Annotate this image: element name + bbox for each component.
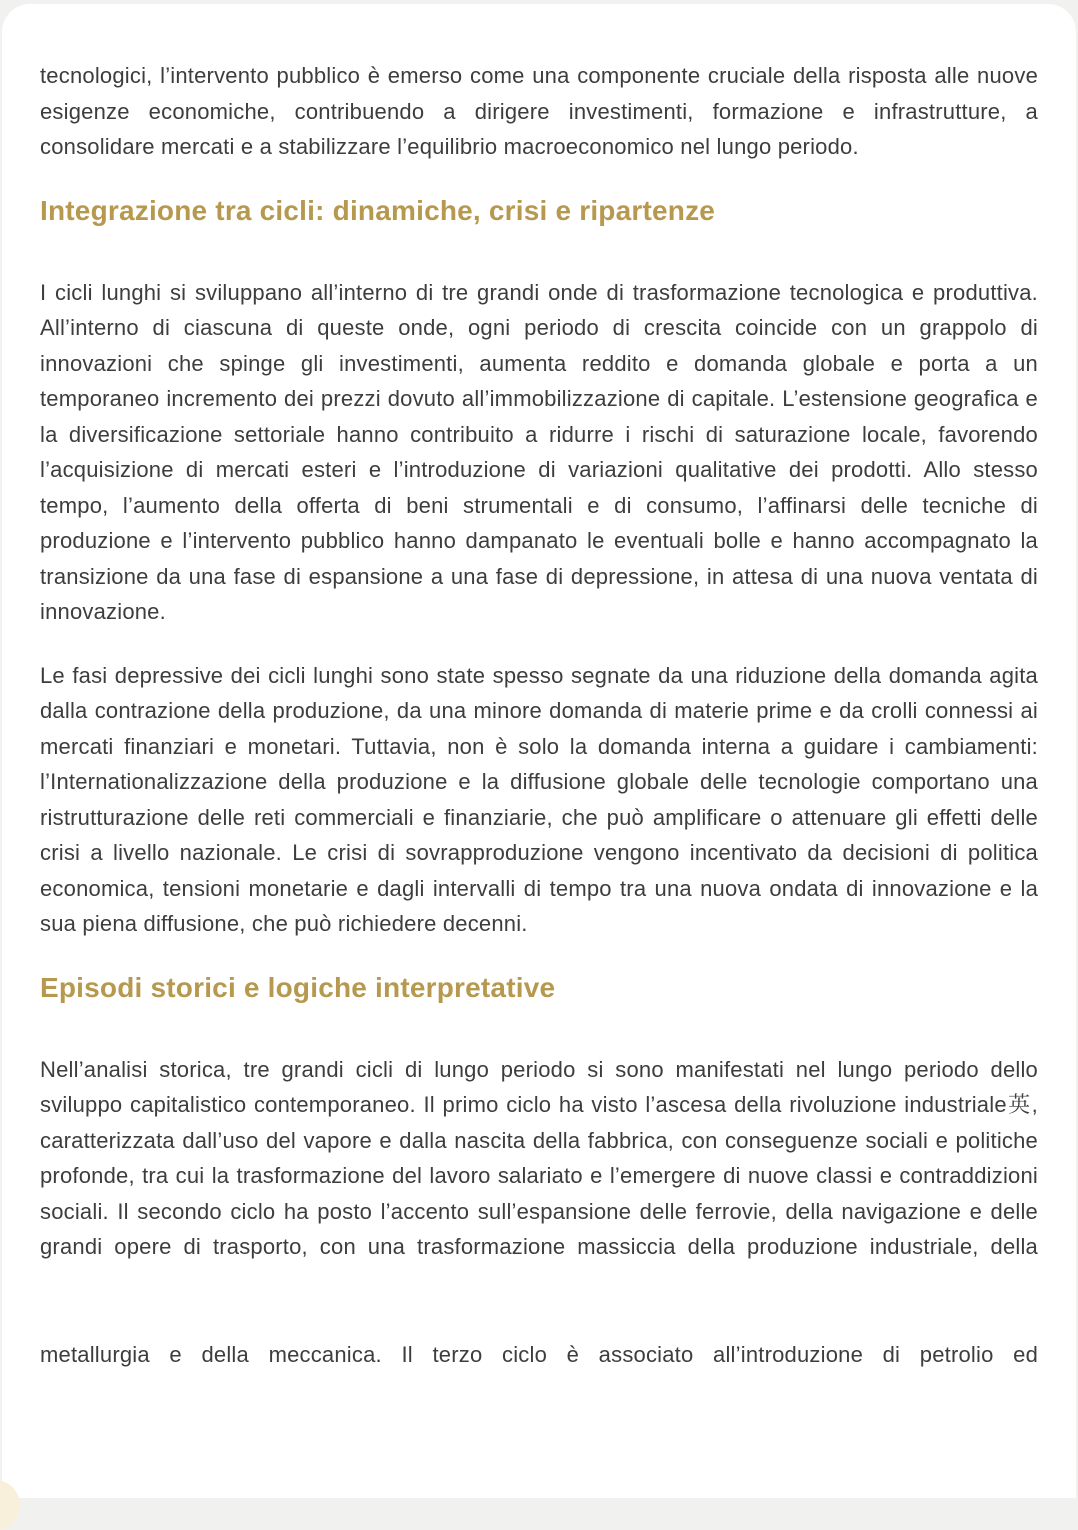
section-heading-integrazione: Integrazione tra cicli: dinamiche, crisi e ripartenze	[40, 194, 716, 226]
section1-paragraph-1: I cicli lunghi si sviluppano all’interno di tre grandi onde di trasformazione tecnologica e produttiva. All’interno di ciascuna di queste onde, ogni periodo di crescita coincide con un grappolo di innovazioni che spinge gli investimenti, aumenta reddito e domanda globale e porta a un temporaneo incremento dei prezzi dovuto all’immobilizzazione di capitale. L’estensione geografica e la diversificazione settoriale hanno contribuito a ridurre i rischi di saturazione locale, favorendo l’acquisizione di mercati esteri e l’introduzione di variazioni qualitative dei prodotti. Allo stesso tempo, l’aumento della offerta di beni strumentali e di consumo, l’affinarsi delle tecniche di produzione e l’intervento pubblico hanno dampanato le eventuali bolle e hanno accompagnato la transizione da una fase di espansione a una fase di depressione, in attesa di una nuova ventata di innovazione.	[40, 279, 1038, 624]
section-heading-episodi: Episodi storici e logiche interpretative	[40, 971, 556, 1003]
section2-paragraph-1: Nell’analisi storica, tre grandi cicli di lungo periodo si sono manifestati nel lungo periodo dello sviluppo capitalistico contemporaneo. Il primo ciclo ha visto l’ascesa della rivoluzione industriale英, caratterizzata dall’uso del vapore e dalla nascita della fabbrica, con conseguenze sociali e politiche profonde, tra cui la trasformazione del lavoro salariato e l’emergere di nuove classi e contraddizioni sociali. Il secondo ciclo ha posto l’accento sull’espansione delle ferrovie, della navigazione e delle grandi opere di trasporto, con una trasformazione massiccia della produzione industriale, della	[40, 1056, 1038, 1259]
document-content	[40, 58, 1038, 1372]
intro-paragraph: tecnologici, l’intervento pubblico è emerso come una componente cruciale della risposta alle nuove esigenze economiche, contribuendo a dirigere investimenti, formazione e infrastrutture, a consolidare mercati e a stabilizzare l’equilibrio macroeconomico nel lungo periodo.	[40, 63, 1038, 159]
document-page	[2, 4, 1076, 1498]
section2-paragraph-1-continuation: metallurgia e della meccanica. Il terzo ciclo è associato all’introduzione di petrolio ed	[40, 1341, 1038, 1367]
page-break-gap	[40, 1265, 1038, 1337]
section1-paragraph-2: Le fasi depressive dei cicli lunghi sono state spesso segnate da una riduzione della domanda agita dalla contrazione della produzione, da una minore domanda di materie prime e da crolli connessi ai mercati finanziari e monetari. Tuttavia, non è solo la domanda interna a guidare i cambiamenti: l’Internationalizzazione della produzione e la diffusione globale delle tecnologie comportano una ristrutturazione delle reti commerciali e finanziarie, che può amplificare o attenuare gli effetti delle crisi a livello nazionale. Le crisi di sovrapproduzione vengono incentivato da decisioni di politica economica, tensioni monetarie e dagli intervalli di tempo tra una nuova ondata di innovazione e la sua piena diffusione, che può richiedere decenni.	[40, 662, 1038, 936]
